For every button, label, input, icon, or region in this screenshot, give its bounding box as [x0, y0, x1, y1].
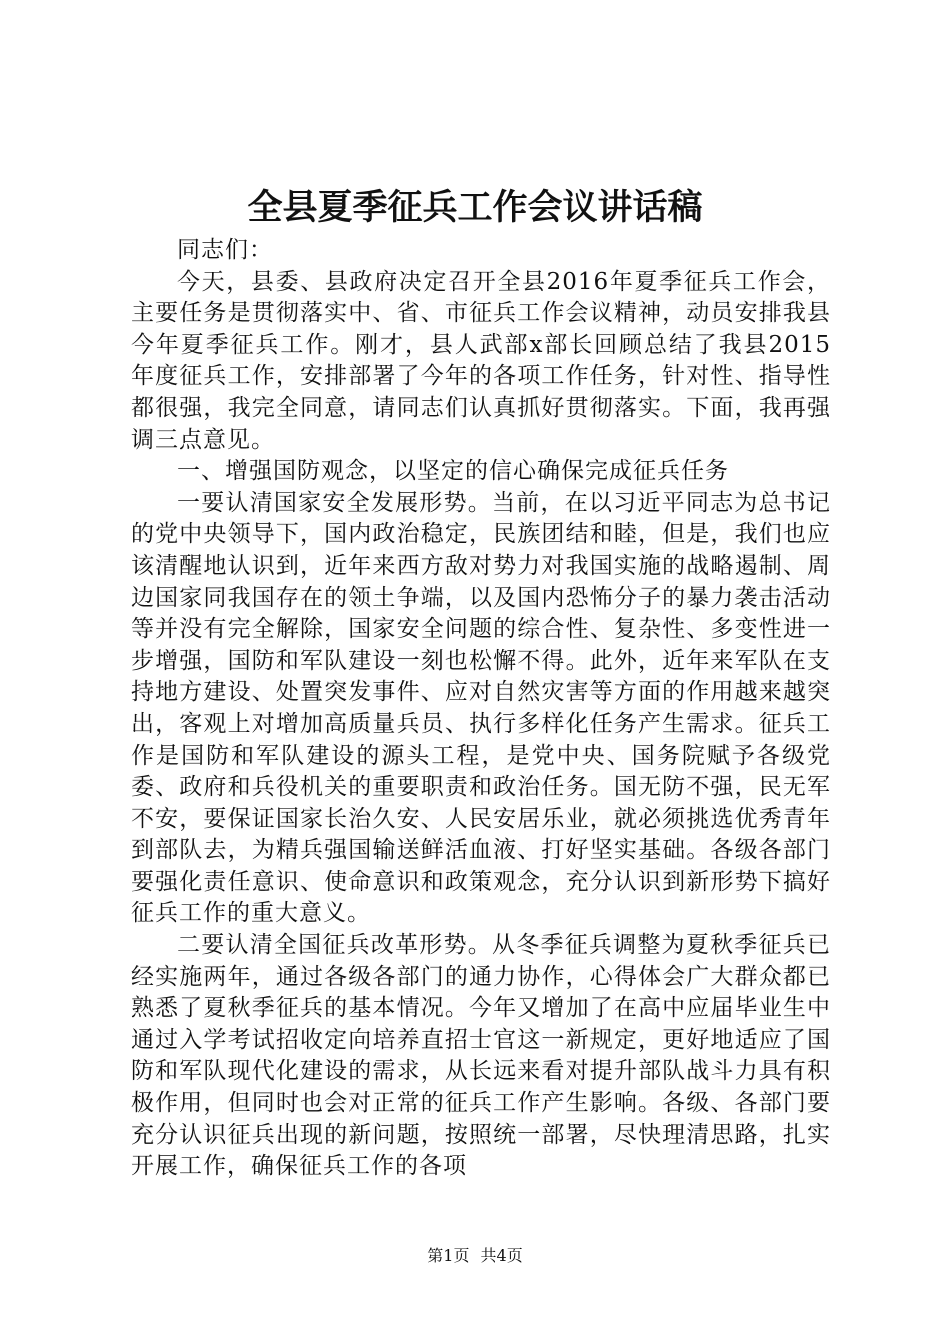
salutation: 同志们： — [177, 237, 273, 263]
page-total: 共4页 — [480, 1246, 523, 1265]
document-body — [131, 235, 831, 1183]
page-footer — [0, 1244, 950, 1268]
page-number: 第1页 — [427, 1246, 470, 1265]
paragraph-point-2: 二要认清全国征兵改革形势。从冬季征兵调整为夏秋季征兵已经实施两年，通过各级各部门的通力协作，心得体会广大群众都已熟悉了夏秋季征兵的基本情况。今年又增加了在高中应届毕业生中通过入学考试招收定向培养直招士官这一新规定，更好地适应了国防和军队现代化建设的需求，从长远来看对提升部队战斗力具有积极作用，但同时也会对正常的征兵工作产生影响。各级、各部门要充分认识征兵出现的新问题，按照统一部署，尽快理清思路，扎实开展工作，确保征兵工作的各项 — [131, 932, 831, 1180]
paragraph-point-1: 一要认清国家安全发展形势。当前，在以习近平同志为总书记的党中央领导下，国内政治稳定，民族团结和睦，但是，我们也应该清醒地认识到，近年来西方敌对势力对我国实施的战略遏制、周边国家同我国存在的领土争端，以及国内恐怖分子的暴力袭击活动等并没有完全解除，国家安全问题的综合性、复杂性、多变性进一步增强，国防和军队建设一刻也松懈不得。此外，近年来军队在支持地方建设、处置突发事件、应对自然灾害等方面的作用越来越突出，客观上对增加高质量兵员、执行多样化任务产生需求。征兵工作是国防和军队建设的源头工程，是党中央、国务院赋予各级党委、政府和兵役机关的重要职责和政治任务。国无防不强，民无军不安，要保证国家长治久安、人民安居乐业，就必须挑选优秀青年到部队去，为精兵强国输送鲜活血液、打好坚实基础。各级各部门要强化责任意识、使命意识和政策观念，充分认识到新形势下搞好征兵工作的重大意义。 — [131, 489, 831, 927]
paragraph-intro: 今天，县委、县政府决定召开全县2016年夏季征兵工作会，主要任务是贯彻落实中、省、市征兵工作会议精神，动员安排我县今年夏季征兵工作。刚才，县人武部x部长回顾总结了我县2015年度征兵工作，安排部署了今年的各项工作任务，针对性、指导性都很强，我完全同意，请同志们认真抓好贯彻落实。下面，我再强调三点意见。 — [131, 268, 831, 453]
section-heading-1: 一、增强国防观念，以坚定的信心确保完成征兵任务 — [177, 458, 729, 485]
document-title: 全县夏季征兵工作会议讲话稿 — [247, 187, 703, 228]
